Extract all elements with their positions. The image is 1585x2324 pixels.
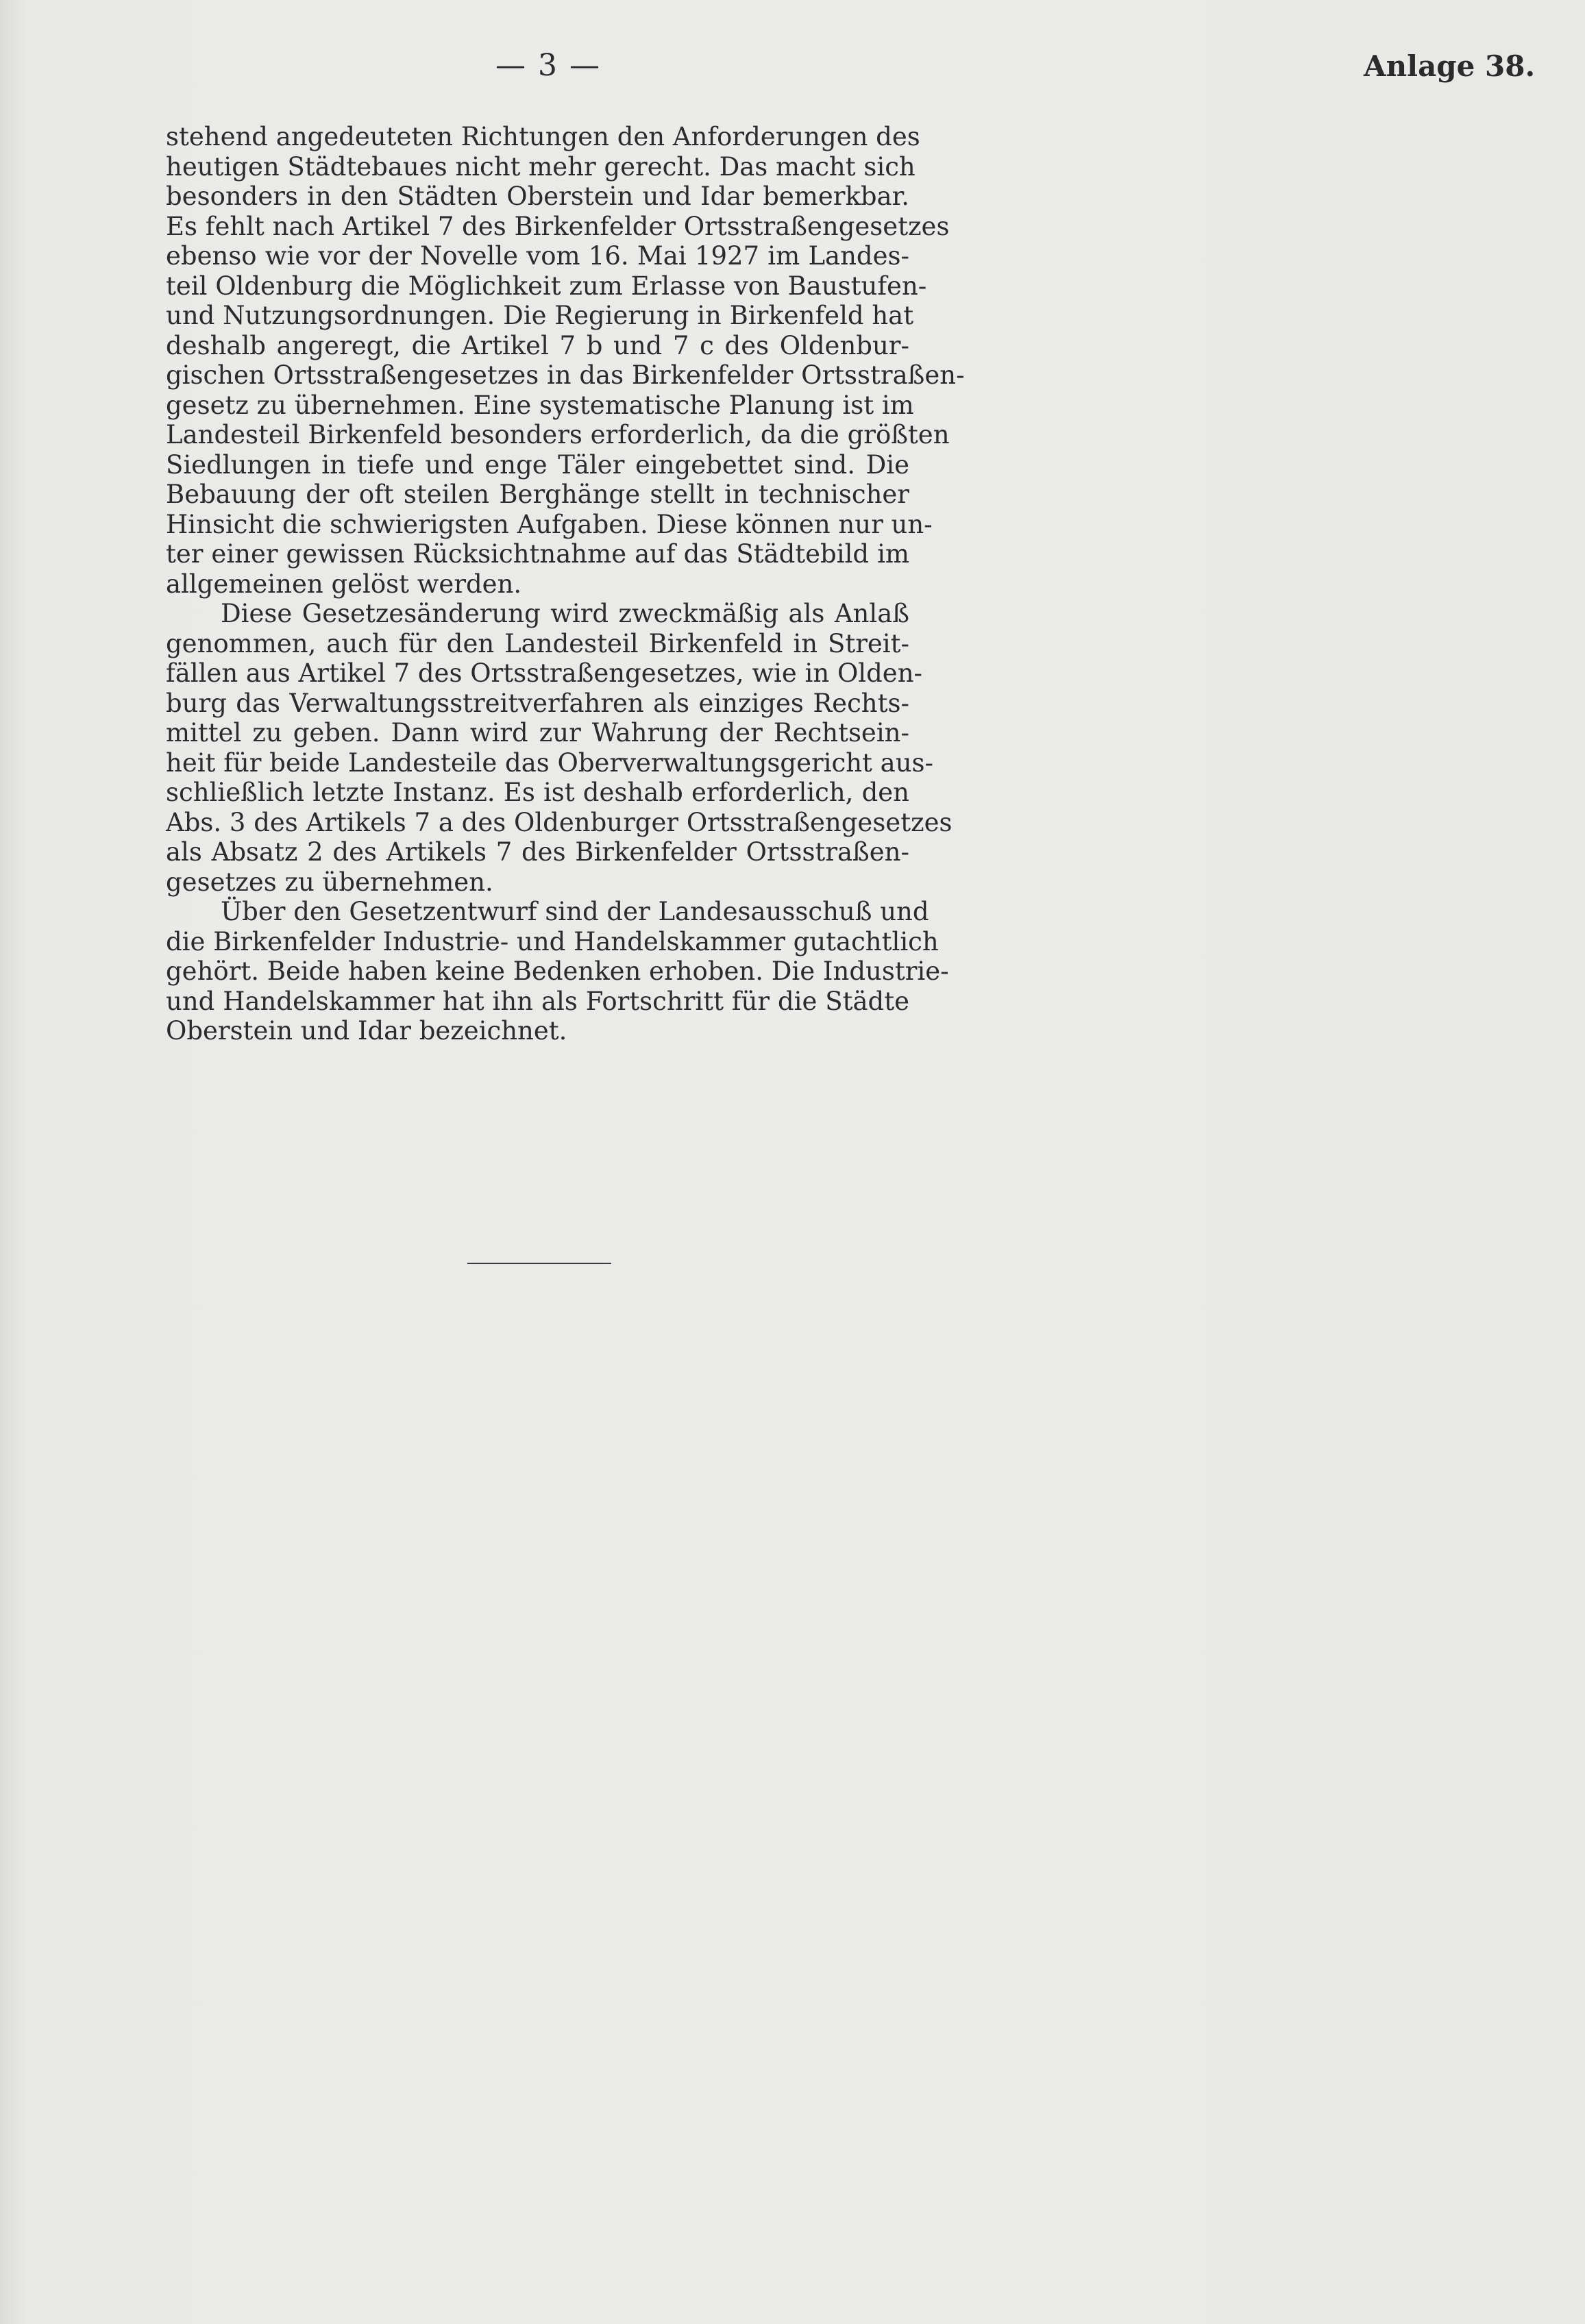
- text-line: Bebauung der oft steilen Berghänge stellt in technischer: [166, 480, 909, 509]
- text-line: heit für beide Landesteile das Oberverwaltungsgericht aus-: [166, 747, 934, 778]
- text-line: Siedlungen in tiefe und enge Täler eingebettet sind. Die: [166, 449, 909, 480]
- text-line: heutigen Städtebaues nicht mehr gerecht. Das macht sich: [166, 151, 916, 182]
- body-text: [166, 122, 965, 1046]
- text-line: fällen aus Artikel 7 des Ortsstraßengesetzes, wie in Olden-: [166, 658, 923, 688]
- text-line: gesetzes zu übernehmen.: [166, 867, 493, 897]
- text-line: teil Oldenburg die Möglichkeit zum Erlasse von Baustufen-: [166, 271, 927, 301]
- text-line: burg das Verwaltungsstreitverfahren als einziges Rechts-: [166, 688, 909, 718]
- text-line: Es fehlt nach Artikel 7 des Birkenfelder Ortsstraßengesetzes: [166, 211, 950, 241]
- annex-label: Anlage 38.: [1364, 49, 1536, 83]
- text-line: Diese Gesetzesänderung wird zweckmäßig als Anlaß: [221, 599, 909, 628]
- text-line: allgemeinen gelöst werden.: [166, 569, 522, 599]
- text-line: als Absatz 2 des Artikels 7 des Birkenfelder Ortsstraßen-: [166, 837, 909, 867]
- text-line: und Handelskammer hat ihn als Fortschritt für die Städte: [166, 986, 909, 1016]
- text-line: Hinsicht die schwierigsten Aufgaben. Diese können nur un-: [166, 509, 933, 539]
- page-number: — 3 —: [495, 48, 601, 83]
- text-line: mittel zu geben. Dann wird zur Wahrung der Rechtsein-: [166, 718, 909, 747]
- text-line: gesetz zu übernehmen. Eine systematische Planung ist im: [166, 390, 914, 420]
- text-line: ter einer gewissen Rücksichtnahme auf das Städtebild im: [166, 539, 909, 569]
- end-rule: [467, 1263, 611, 1264]
- text-line: besonders in den Städten Oberstein und Idar bemerkbar.: [166, 182, 909, 211]
- text-line: Über den Gesetzentwurf sind der Landesausschuß und: [221, 897, 929, 926]
- text-line: Oberstein und Idar bezeichnet.: [166, 1016, 567, 1046]
- text-line: genommen, auch für den Landesteil Birkenfeld in Streit-: [166, 628, 909, 658]
- text-line: Abs. 3 des Artikels 7 a des Oldenburger Ortsstraßengesetzes: [166, 807, 953, 837]
- text-line: stehend angedeuteten Richtungen den Anforderungen des: [166, 122, 920, 151]
- text-line: gischen Ortsstraßengesetzes in das Birkenfelder Ortsstraßen-: [166, 360, 965, 390]
- text-line: die Birkenfelder Industrie- und Handelskammer gutachtlich: [166, 926, 939, 956]
- text-line: ebenso wie vor der Novelle vom 16. Mai 1927 im Landes-: [166, 241, 909, 271]
- text-line: deshalb angeregt, die Artikel 7 b und 7 c des Oldenbur-: [166, 330, 909, 360]
- text-line: Landesteil Birkenfeld besonders erforderlich, da die größten: [166, 420, 950, 449]
- text-line: und Nutzungsordnungen. Die Regierung in Birkenfeld hat: [166, 301, 914, 330]
- text-line: schließlich letzte Instanz. Es ist deshalb erforderlich, den: [166, 778, 909, 807]
- text-line: gehört. Beide haben keine Bedenken erhoben. Die Industrie-: [166, 956, 949, 986]
